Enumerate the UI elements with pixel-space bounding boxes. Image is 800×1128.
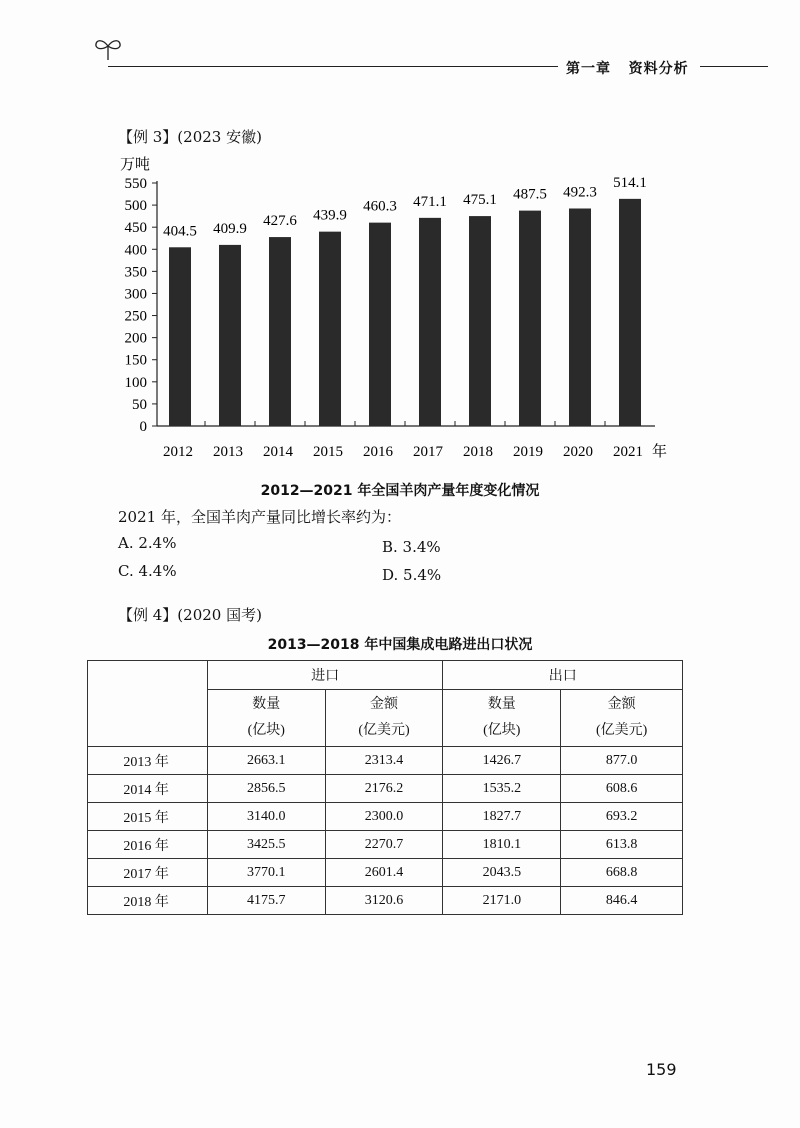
page-number: 159 [646, 1060, 677, 1079]
x-axis-unit: 年 [652, 444, 668, 460]
header-rule-left [108, 66, 558, 67]
bar [469, 216, 491, 426]
cell: 1810.1 [443, 831, 561, 859]
cell: 1535.2 [443, 775, 561, 803]
bar-value-label: 427.6 [263, 213, 297, 230]
sprout-icon [92, 34, 124, 62]
x-tick-label: 2012 [163, 444, 193, 460]
y-tick-label: 200 [124, 330, 147, 347]
row-year: 2017 年 [88, 859, 208, 887]
x-tick-label: 2021 [613, 444, 643, 460]
sub-header-name: 金额 [607, 697, 636, 712]
cell: 877.0 [561, 747, 683, 775]
option-a[interactable]: A. 2.4% [118, 534, 177, 552]
y-tick-label: 50 [132, 396, 147, 413]
bar-value-label: 487.5 [513, 186, 547, 203]
bar-chart [0, 150, 800, 470]
y-tick-label: 100 [124, 374, 147, 391]
cell: 693.2 [561, 803, 683, 831]
sub-header-name: 金额 [370, 697, 399, 712]
cell: 3120.6 [325, 887, 443, 915]
bar-value-label: 409.9 [213, 220, 247, 237]
example3-label: 【例 3】(2023 安徽) [118, 128, 262, 146]
x-tick-label: 2018 [463, 444, 493, 460]
y-tick-label: 450 [124, 220, 147, 237]
cell: 2043.5 [443, 859, 561, 887]
y-tick-label: 400 [124, 242, 147, 259]
table-group-header [88, 661, 683, 690]
y-tick-label: 350 [124, 264, 147, 281]
bar [419, 218, 441, 426]
x-tick-label: 2013 [213, 444, 243, 460]
cell: 3140.0 [207, 803, 325, 831]
header-title [566, 58, 689, 78]
bar-value-label: 514.1 [613, 174, 647, 191]
table-row [88, 775, 683, 803]
bar-value-label: 471.1 [413, 193, 447, 210]
sub-header-unit: (亿块) [483, 723, 521, 738]
bar [219, 245, 241, 426]
x-tick-label: 2015 [313, 444, 343, 460]
group-header-import: 进口 [207, 661, 443, 690]
example3-question: 2021 年，全国羊肉产量同比增长率约为： [118, 508, 401, 526]
sub-header-name: 数量 [252, 697, 281, 712]
cell: 846.4 [561, 887, 683, 915]
cell: 4175.7 [207, 887, 325, 915]
row-year: 2015 年 [88, 803, 208, 831]
header-chapter: 第一章 [566, 61, 611, 77]
table-corner [88, 661, 208, 747]
header-rule-right [700, 66, 768, 67]
sub-header [561, 690, 683, 747]
sub-header-unit: (亿美元) [358, 723, 410, 738]
y-tick-label: 550 [124, 176, 147, 192]
row-year: 2013 年 [88, 747, 208, 775]
cell: 2171.0 [443, 887, 561, 915]
y-tick-label: 150 [124, 352, 147, 369]
row-year: 2016 年 [88, 831, 208, 859]
cell: 668.8 [561, 859, 683, 887]
cell: 2601.4 [325, 859, 443, 887]
chart-title: 2012—2021 年全国羊肉产量年度变化情况 [260, 483, 540, 499]
cell: 2313.4 [325, 747, 443, 775]
y-tick-label: 300 [124, 286, 147, 303]
x-tick-label: 2020 [563, 444, 593, 460]
bar [169, 247, 191, 426]
y-tick-label: 0 [139, 419, 147, 435]
x-tick-label: 2019 [513, 444, 543, 460]
sub-header [443, 690, 561, 747]
sub-header-unit: (亿块) [247, 723, 285, 738]
bar-value-label: 475.1 [463, 192, 497, 209]
cell: 3770.1 [207, 859, 325, 887]
bar [569, 208, 591, 426]
header-section: 资料分析 [628, 61, 689, 77]
cell: 3425.5 [207, 831, 325, 859]
y-tick-label: 250 [124, 308, 147, 325]
table-row [88, 859, 683, 887]
cell: 1827.7 [443, 803, 561, 831]
example4-label: 【例 4】(2020 国考) [118, 606, 262, 624]
import-export-table [87, 660, 683, 915]
bar [319, 232, 341, 426]
x-tick-label: 2017 [413, 444, 443, 460]
y-tick-label: 500 [124, 198, 147, 215]
y-axis-unit: 万吨 [120, 157, 151, 173]
table-row [88, 803, 683, 831]
bar [269, 237, 291, 426]
x-tick-label: 2016 [363, 444, 393, 460]
bar-value-label: 460.3 [363, 198, 397, 215]
cell: 2856.5 [207, 775, 325, 803]
option-c[interactable]: C. 4.4% [118, 562, 177, 580]
sub-header-unit: (亿美元) [595, 723, 648, 738]
cell: 613.8 [561, 831, 683, 859]
row-year: 2014 年 [88, 775, 208, 803]
cell: 2176.2 [325, 775, 443, 803]
bar [519, 211, 541, 426]
bar-value-label: 404.5 [163, 223, 197, 240]
option-d[interactable]: D. 5.4% [382, 566, 442, 584]
cell: 608.6 [561, 775, 683, 803]
cell: 2300.0 [325, 803, 443, 831]
bar [619, 199, 641, 426]
cell: 1426.7 [443, 747, 561, 775]
sub-header [207, 690, 325, 747]
sub-header-name: 数量 [487, 697, 516, 712]
cell: 2270.7 [325, 831, 443, 859]
table-row [88, 887, 683, 915]
sub-header [325, 690, 443, 747]
x-tick-label: 2014 [263, 444, 293, 460]
option-b[interactable]: B. 3.4% [382, 538, 441, 556]
bar [369, 223, 391, 426]
bar-value-label: 439.9 [313, 207, 347, 224]
table-row [88, 831, 683, 859]
row-year: 2018 年 [88, 887, 208, 915]
table-title: 2013—2018 年中国集成电路进出口状况 [267, 637, 533, 653]
group-header-export: 出口 [443, 661, 683, 690]
cell: 2663.1 [207, 747, 325, 775]
bar-value-label: 492.3 [563, 184, 597, 201]
table-row [88, 747, 683, 775]
